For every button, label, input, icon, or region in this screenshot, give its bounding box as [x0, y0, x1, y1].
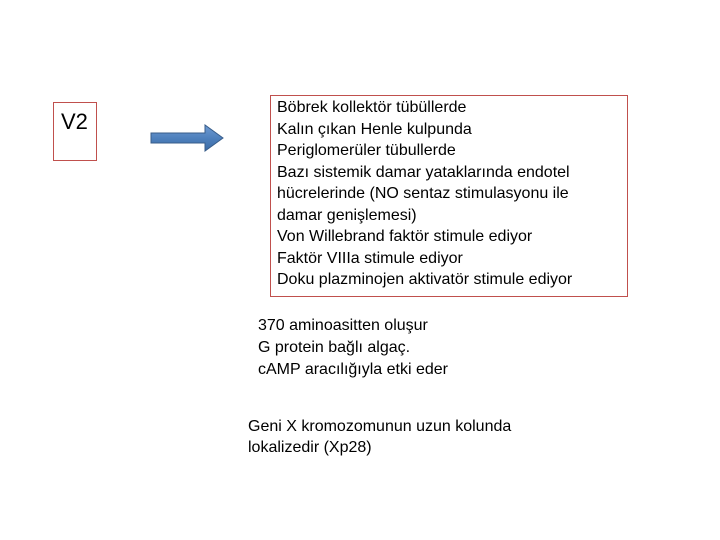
locations-list — [277, 97, 572, 291]
gene-info — [248, 416, 511, 458]
right-arrow-icon — [150, 123, 224, 153]
structure-line: G protein bağlı algaç. — [258, 339, 411, 356]
structure-info — [258, 315, 448, 381]
location-line: hücrelerinde (NO sentaz stimulasyonu ile — [277, 185, 569, 202]
locations-box — [270, 95, 628, 297]
location-line: damar genişlemesi) — [277, 206, 417, 224]
structure-line: 370 aminoasitten oluşur — [258, 317, 428, 334]
location-line: Kalın çıkan Henle kulpunda — [277, 120, 472, 138]
location-line: Von Willebrand faktör stimule ediyor — [277, 228, 533, 245]
gene-line: Geni X kromozomunun uzun kolunda — [248, 418, 512, 435]
location-line: Doku plazminojen aktivatör stimule ediyor — [277, 271, 573, 288]
location-line: Periglomerüler tübullerde — [277, 142, 456, 159]
location-line: Bazı sistemik damar yataklarında endotel — [277, 163, 570, 181]
location-line: Böbrek kollektör tübüllerde — [277, 99, 467, 116]
location-line: Faktör VIIIa stimule ediyor — [277, 249, 463, 267]
structure-line: cAMP aracılığıyla etki eder — [258, 361, 449, 378]
receptor-box — [53, 102, 97, 161]
receptor-label: V2 — [61, 109, 88, 134]
gene-line: lokalizedir (Xp28) — [248, 439, 372, 456]
